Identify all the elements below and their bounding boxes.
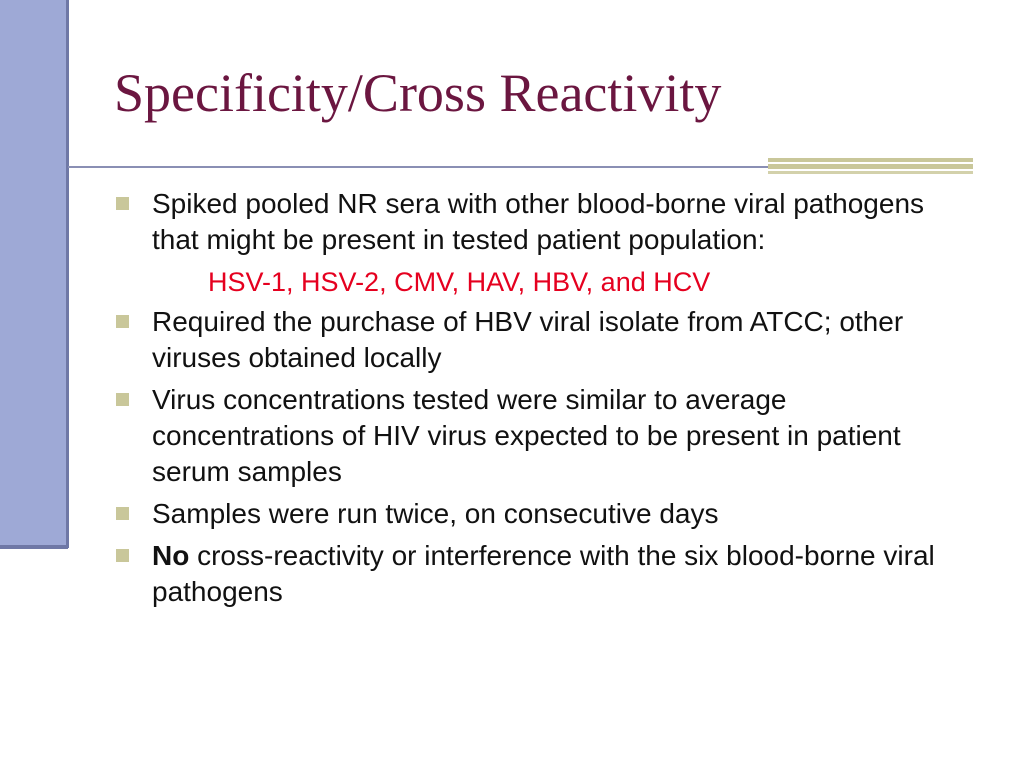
sidebar-decoration — [0, 0, 68, 548]
bullet-list — [112, 186, 972, 616]
bullet-item — [112, 382, 972, 490]
bullet-text: Required the purchase of HBV viral isolate from ATCC; other viruses obtained locally — [152, 306, 904, 373]
square-bullet-icon — [116, 315, 129, 328]
bullet-text: Virus concentrations tested were similar to average concentrations of HIV virus expected to be present in patient serum samples — [152, 384, 901, 487]
accent-rule-3 — [768, 171, 973, 174]
accent-rules — [768, 158, 973, 180]
bullet-text: Spiked pooled NR sera with other blood-borne viral pathogens that might be present in tested patient population: — [152, 188, 925, 255]
square-bullet-icon — [116, 393, 129, 406]
bullet-item — [112, 304, 972, 376]
sidebar-edge — [66, 0, 69, 548]
bullet-emphasis: No — [152, 540, 190, 571]
bullet-item — [112, 496, 972, 532]
bullet-text: cross-reactivity or interference with the six blood-borne viral pathogens — [152, 540, 935, 607]
sidebar-shadow — [0, 545, 68, 549]
accent-rule-1 — [768, 158, 973, 162]
square-bullet-icon — [116, 197, 129, 210]
bullet-text: Samples were run twice, on consecutive days — [152, 498, 719, 529]
square-bullet-icon — [116, 549, 129, 562]
bullet-item — [112, 186, 972, 258]
accent-rule-2 — [768, 164, 973, 169]
bullet-item — [112, 538, 972, 610]
virus-list: HSV-1, HSV-2, CMV, HAV, HBV, and HCV — [208, 267, 711, 297]
title-underline — [68, 166, 768, 168]
square-bullet-icon — [116, 507, 129, 520]
slide-title: Specificity/Cross Reactivity — [114, 63, 722, 123]
